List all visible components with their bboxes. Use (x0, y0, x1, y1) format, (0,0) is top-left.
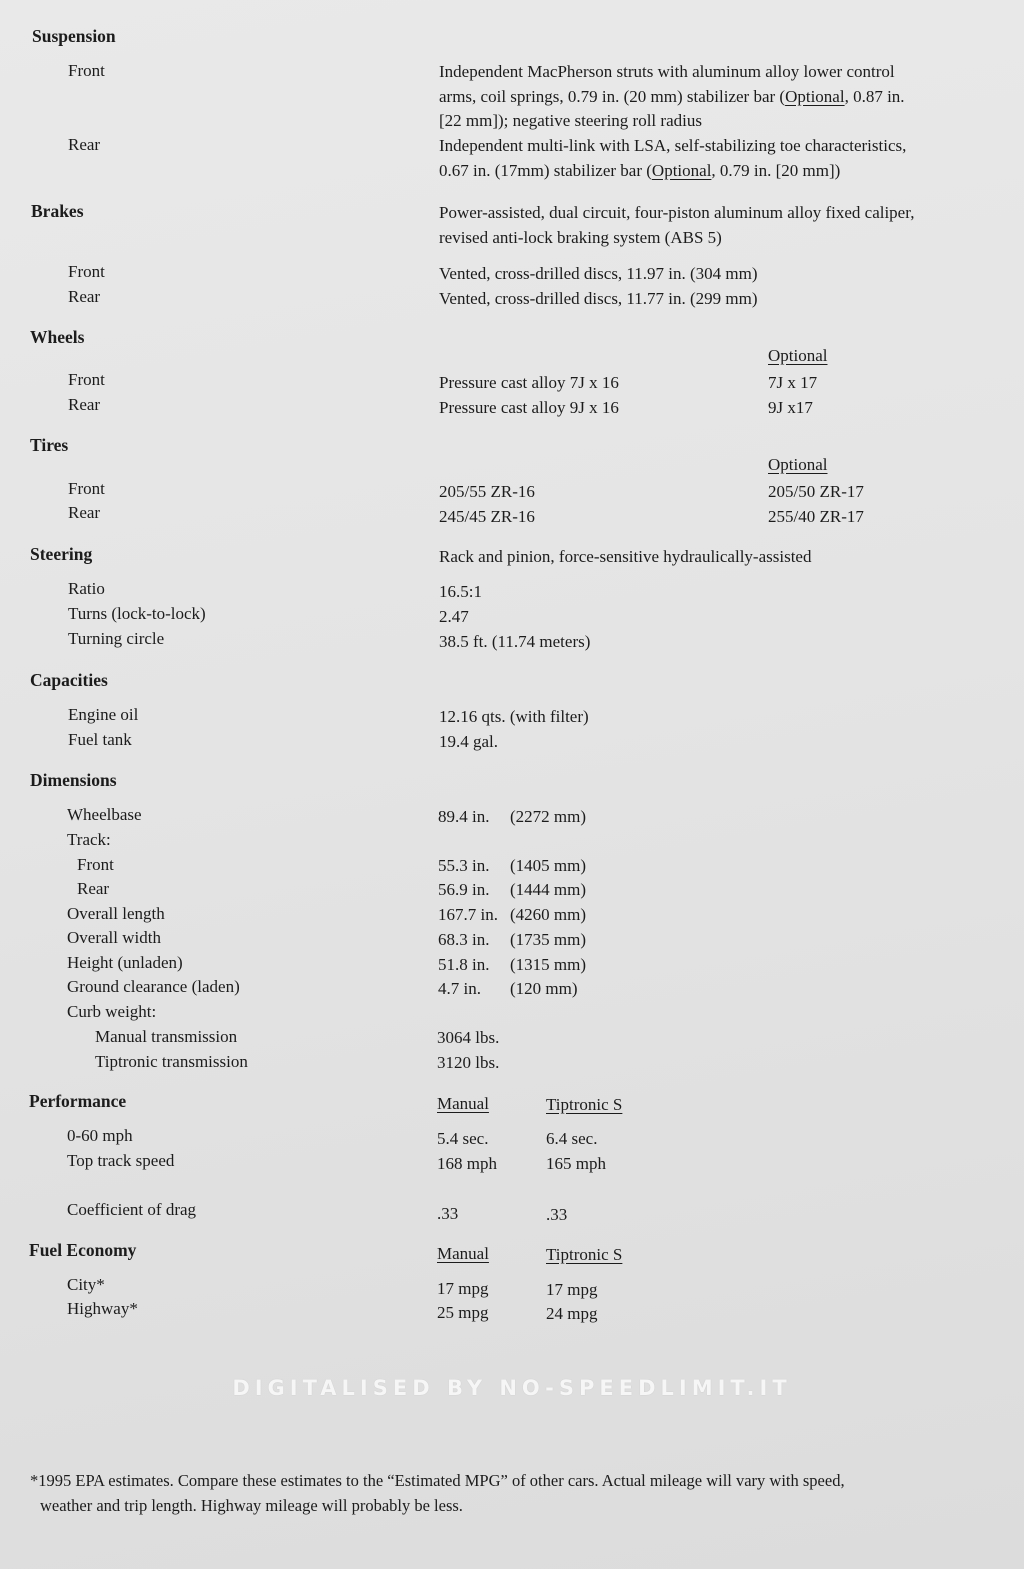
dim-tiptronic-label: Tiptronic transmission (95, 1052, 248, 1071)
dim-length-label: Overall length (67, 904, 165, 923)
perf-top-tiptronic: 165 mph (546, 1154, 606, 1173)
performance-col-manual: Manual (437, 1094, 489, 1113)
capacities-oil-label: Engine oil (68, 705, 139, 724)
dim-height-mm: (1315 mm) (510, 955, 587, 974)
suspension-rear-line2b: , 0.79 in. [20 mm]) (711, 161, 841, 180)
suspension-front-line2a: arms, coil springs, 0.79 in. (20 mm) stabilizer bar ( (439, 87, 786, 106)
capacities-fuel-label: Fuel tank (68, 730, 132, 749)
tires-rear-optional: 255/40 ZR-17 (768, 507, 864, 526)
tires-front-optional: 205/50 ZR-17 (768, 482, 864, 501)
suspension-front-line3: [22 mm]); negative steering roll radius (439, 111, 702, 130)
dim-clearance-label: Ground clearance (laden) (67, 977, 240, 996)
tires-rear-label: Rear (68, 503, 101, 522)
tires-front-value: 205/55 ZR-16 (439, 482, 535, 501)
steering-turns-label: Turns (lock-to-lock) (68, 604, 206, 623)
dimensions-heading: Dimensions (30, 770, 117, 790)
dim-track-rear-in: 56.9 in. (438, 880, 490, 899)
watermark-text: DIGITALISED BY NO-SPEEDLIMIT.IT (232, 1376, 792, 1400)
footnote-line2: weather and trip length. Highway mileage will probably be less. (40, 1496, 463, 1515)
steering-description: Rack and pinion, force-sensitive hydraulically-assisted (439, 547, 812, 566)
fuel-city-label: City* (67, 1275, 105, 1294)
dim-track-label: Track: (67, 830, 111, 849)
brakes-front-value: Vented, cross-drilled discs, 11.97 in. (304 mm) (439, 264, 758, 283)
suspension-front-line2b: , 0.87 in. (844, 87, 905, 106)
wheels-rear-label: Rear (68, 395, 101, 414)
dim-clearance-mm: (120 mm) (510, 979, 578, 998)
perf-top-label: Top track speed (67, 1151, 175, 1170)
brakes-rear-label: Rear (68, 287, 101, 306)
steering-circle-label: Turning circle (68, 629, 165, 648)
dim-wheelbase-in: 89.4 in. (438, 807, 490, 826)
suspension-rear-optional: Optional (651, 161, 712, 180)
steering-heading: Steering (30, 544, 93, 564)
fuel-economy-heading: Fuel Economy (29, 1240, 137, 1260)
steering-turns-value: 2.47 (439, 607, 469, 626)
steering-circle-value: 38.5 ft. (11.74 meters) (439, 632, 591, 651)
fuel-col-tiptronic: Tiptronic S (546, 1245, 623, 1264)
dim-track-rear-mm: (1444 mm) (510, 880, 587, 899)
suspension-heading: Suspension (32, 26, 116, 46)
fuel-highway-label: Highway* (67, 1299, 138, 1318)
steering-ratio-value: 16.5:1 (439, 582, 482, 601)
capacities-heading: Capacities (30, 670, 108, 690)
dim-height-label: Height (unladen) (67, 953, 183, 972)
capacities-fuel-value: 19.4 gal. (439, 732, 499, 751)
suspension-front-label: Front (68, 61, 105, 80)
suspension-rear-line1: Independent multi-link with LSA, self-stabilizing toe characteristics, (439, 136, 907, 155)
suspension-rear-line2 (439, 161, 840, 181)
perf-accel-label: 0-60 mph (67, 1126, 133, 1145)
fuel-city-manual: 17 mpg (437, 1279, 489, 1298)
brakes-line2: revised anti-lock braking system (ABS 5) (439, 228, 722, 247)
dim-curb-label: Curb weight: (67, 1002, 157, 1021)
perf-drag-label: Coefficient of drag (67, 1200, 197, 1219)
dim-track-front-label: Front (77, 855, 114, 874)
wheels-front-label: Front (68, 370, 105, 389)
fuel-highway-manual: 25 mpg (437, 1303, 489, 1322)
dim-track-front-mm: (1405 mm) (510, 856, 587, 875)
dim-length-mm: (4260 mm) (510, 905, 587, 924)
footnote-line1: *1995 EPA estimates. Compare these estimates to the “Estimated MPG” of other cars. Actual mileage will vary with speed, (30, 1471, 845, 1490)
dim-wheelbase-mm: (2272 mm) (510, 807, 587, 826)
brakes-front-label: Front (68, 262, 105, 281)
dim-length-in: 167.7 in. (438, 905, 498, 924)
dim-tiptronic-value: 3120 lbs. (437, 1053, 500, 1072)
dim-manual-label: Manual transmission (95, 1027, 238, 1046)
perf-top-manual: 168 mph (437, 1154, 497, 1173)
tires-rear-value: 245/45 ZR-16 (439, 507, 535, 526)
fuel-highway-tiptronic: 24 mpg (546, 1304, 598, 1323)
suspension-rear-line2a: 0.67 in. (17mm) stabilizer bar ( (439, 161, 652, 180)
dim-track-rear-label: Rear (77, 879, 110, 898)
dim-width-mm: (1735 mm) (510, 930, 587, 949)
perf-accel-tiptronic: 6.4 sec. (546, 1129, 598, 1148)
wheels-optional-header: Optional (768, 346, 828, 365)
brakes-heading: Brakes (31, 201, 84, 221)
steering-ratio-label: Ratio (68, 579, 105, 598)
suspension-rear-label: Rear (68, 135, 101, 154)
dim-height-in: 51.8 in. (438, 955, 490, 974)
brakes-rear-value: Vented, cross-drilled discs, 11.77 in. (299 mm) (439, 289, 758, 308)
dim-wheelbase-label: Wheelbase (67, 805, 142, 824)
tires-front-label: Front (68, 479, 105, 498)
tires-optional-header: Optional (768, 455, 828, 474)
capacities-oil-value: 12.16 qts. (with filter) (439, 707, 589, 726)
brakes-line1: Power-assisted, dual circuit, four-piston aluminum alloy fixed caliper, (439, 203, 915, 222)
perf-drag-manual: .33 (437, 1204, 459, 1223)
dim-width-in: 68.3 in. (438, 930, 490, 949)
perf-accel-manual: 5.4 sec. (437, 1129, 489, 1148)
performance-col-tiptronic: Tiptronic S (546, 1095, 623, 1114)
wheels-rear-value: Pressure cast alloy 9J x 16 (439, 398, 619, 417)
dim-track-front-in: 55.3 in. (438, 856, 490, 875)
suspension-front-line2 (439, 87, 905, 107)
suspension-front-optional: Optional (785, 87, 845, 106)
fuel-col-manual: Manual (437, 1244, 489, 1263)
fuel-city-tiptronic: 17 mpg (546, 1280, 598, 1299)
wheels-front-value: Pressure cast alloy 7J x 16 (439, 373, 619, 392)
dim-width-label: Overall width (67, 928, 161, 947)
wheels-front-optional: 7J x 17 (768, 373, 818, 392)
wheels-heading: Wheels (30, 327, 85, 347)
wheels-rear-optional: 9J x17 (768, 398, 813, 417)
suspension-front-line1: Independent MacPherson struts with aluminum alloy lower control (439, 62, 895, 81)
perf-drag-tiptronic: .33 (546, 1205, 568, 1224)
dim-clearance-in: 4.7 in. (438, 979, 481, 998)
tires-heading: Tires (30, 435, 69, 455)
performance-heading: Performance (29, 1091, 127, 1111)
dim-manual-value: 3064 lbs. (437, 1028, 500, 1047)
